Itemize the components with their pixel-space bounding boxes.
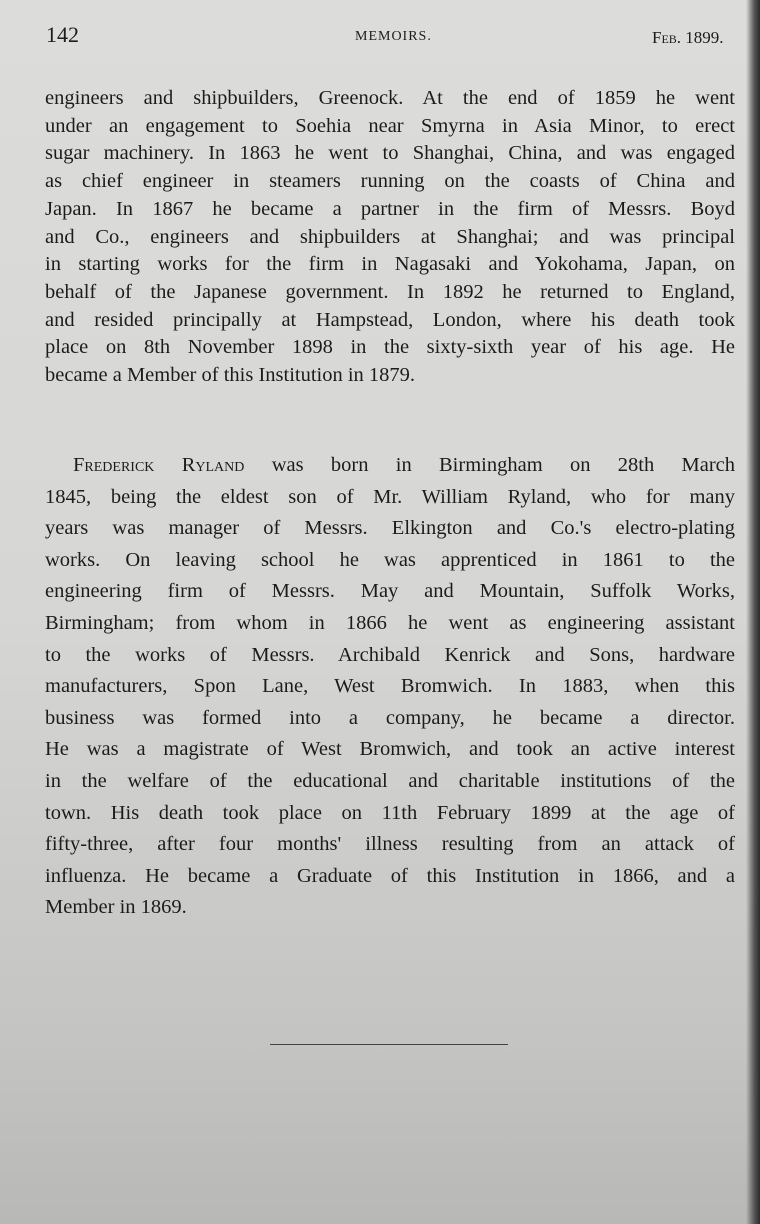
text-line: influenza. He became a Graduate of this Institution in 1866, and a — [45, 864, 735, 887]
text-line: as chief engineer in steamers running on the coasts of China and — [45, 170, 735, 193]
text-line: Japan. In 1867 he became a partner in the firm of Messrs. Boyd — [45, 197, 735, 220]
page-binding-edge — [746, 0, 760, 1224]
text-line: fifty-three, after four months' illness resulting from an attack of — [45, 833, 735, 856]
text-line: business was formed into a company, he became a director. — [45, 706, 735, 729]
text-line: place on 8th November 1898 in the sixty-sixth year of his age. He — [45, 336, 735, 359]
text-line: works. On leaving school he was apprenticed in 1861 to the — [45, 548, 735, 571]
text-line: to the works of Messrs. Archibald Kenrick and Sons, hardware — [45, 643, 735, 666]
text-line: and Co., engineers and shipbuilders at Shanghai; and was principal — [45, 225, 735, 248]
memoir-paragraph-ryland — [45, 450, 735, 924]
text-line-rest: was born in Birmingham on 28th March — [271, 454, 735, 476]
header-date: Feb. 1899. — [652, 28, 724, 47]
text-line: He was a magistrate of West Bromwich, and took an active interest — [45, 738, 735, 761]
text-line: in the welfare of the educational and charitable institutions of the — [45, 769, 735, 792]
text-line: town. His death took place on 11th February 1899 at the age of — [45, 801, 735, 824]
text-line: became a Member of this Institution in 1879. — [45, 364, 416, 387]
end-rule-divider — [270, 1044, 508, 1045]
text-line — [45, 450, 735, 482]
text-line: Birmingham; from whom in 1866 he went as engineering assistant — [45, 611, 735, 634]
text-line: behalf of the Japanese government. In 1892 he returned to England, — [45, 280, 735, 303]
text-line: 1845, being the eldest son of Mr. William Ryland, who for many — [45, 485, 735, 508]
memoir-paragraph-continued — [45, 85, 735, 390]
text-line: under an engagement to Soehia near Smyrna in Asia Minor, to erect — [45, 114, 735, 137]
text-line: Member in 1869. — [45, 896, 187, 919]
text-line: manufacturers, Spon Lane, West Bromwich. In 1883, when this — [45, 675, 735, 698]
text-line: and resided principally at Hampstead, London, where his death took — [45, 308, 735, 331]
text-line: sugar machinery. In 1863 he went to Shanghai, China, and was engaged — [45, 142, 735, 165]
text-line: engineering firm of Messrs. May and Mountain, Suffolk Works, — [45, 580, 735, 603]
text-line: engineers and shipbuilders, Greenock. At the end of 1859 he went — [45, 87, 735, 109]
text-line: in starting works for the firm in Nagasaki and Yokohama, Japan, on — [45, 253, 735, 276]
page-number: 142 — [46, 22, 79, 47]
text-line: years was manager of Messrs. Elkington and Co.'s electro-plating — [45, 517, 735, 540]
running-title: MEMOIRS. — [355, 29, 432, 44]
memoir-name: Frederick Ryland — [73, 454, 245, 476]
